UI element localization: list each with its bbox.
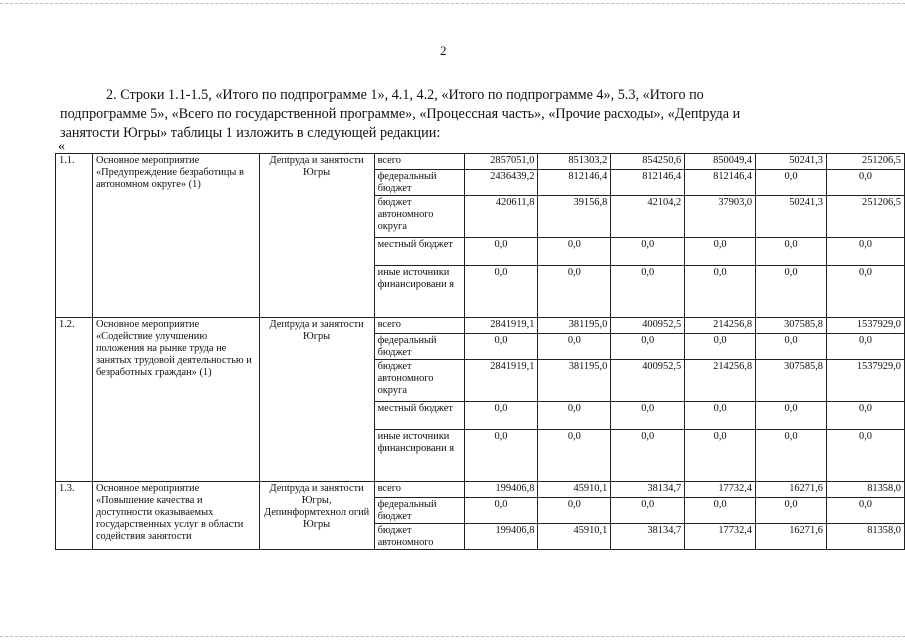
amount-cell: 0,0 [611, 430, 685, 482]
amount-cell: 0,0 [611, 334, 685, 360]
amount-cell: 2841919,1 [464, 360, 538, 402]
amount-cell: 0,0 [685, 402, 756, 430]
row-number: 1.3. [56, 482, 93, 550]
amount-cell: 0,0 [756, 402, 827, 430]
table-row [56, 318, 905, 334]
table-row [56, 482, 905, 498]
amount-cell: 851303,2 [538, 154, 611, 170]
table-body [56, 154, 905, 550]
row-number: 1.1. [56, 154, 93, 318]
funding-source: всего [374, 154, 464, 170]
amount-cell: 214256,8 [685, 360, 756, 402]
amount-cell: 0,0 [827, 430, 905, 482]
amount-cell: 17732,4 [685, 482, 756, 498]
amount-cell: 0,0 [611, 498, 685, 524]
funding-source: местный бюджет [374, 238, 464, 266]
amount-cell: 0,0 [685, 498, 756, 524]
amount-cell: 199406,8 [464, 524, 538, 550]
amount-cell: 0,0 [827, 266, 905, 318]
amount-cell: 0,0 [756, 498, 827, 524]
amount-cell: 37903,0 [685, 196, 756, 238]
amount-cell: 0,0 [756, 238, 827, 266]
amount-cell: 0,0 [685, 266, 756, 318]
amount-cell: 0,0 [611, 266, 685, 318]
scan-top-edge [0, 3, 905, 5]
funding-source: бюджет автономного [374, 524, 464, 550]
amount-cell: 2841919,1 [464, 318, 538, 334]
amount-cell: 0,0 [538, 238, 611, 266]
measure-name: Основное мероприятие «Предупреждение безработицы в автономном округе» (1) [92, 154, 259, 318]
amount-cell: 42104,2 [611, 196, 685, 238]
intro-line-1: 2. Строки 1.1-1.5, «Итого по подпрограмме 1», 4.1, 4.2, «Итого по подпрограмме 4», 5.3, «Итого по [106, 87, 704, 103]
amount-cell: 0,0 [538, 498, 611, 524]
amount-cell: 0,0 [756, 334, 827, 360]
amount-cell: 0,0 [538, 334, 611, 360]
amount-cell: 251206,5 [827, 196, 905, 238]
measure-name: Основное мероприятие «Повышение качества и доступности оказываемых государственных услуг в области содействия занятости [92, 482, 259, 550]
intro-line-3: занятости Югры» таблицы 1 изложить в следующей редакции: [60, 125, 441, 141]
amount-cell: 0,0 [538, 266, 611, 318]
funding-source: федеральный бюджет [374, 170, 464, 196]
amount-cell: 0,0 [464, 430, 538, 482]
page-number: 2 [440, 43, 447, 58]
amount-cell: 39156,8 [538, 196, 611, 238]
amount-cell: 50241,3 [756, 196, 827, 238]
funding-source: федеральный бюджет [374, 334, 464, 360]
amount-cell: 2436439,2 [464, 170, 538, 196]
funding-source: всего [374, 482, 464, 498]
amount-cell: 381195,0 [538, 360, 611, 402]
amount-cell: 81358,0 [827, 524, 905, 550]
amount-cell: 0,0 [827, 402, 905, 430]
amount-cell: 81358,0 [827, 482, 905, 498]
funding-source: иные источники финансировани я [374, 266, 464, 318]
amount-cell: 38134,7 [611, 482, 685, 498]
funding-source: местный бюджет [374, 402, 464, 430]
executor: Депtруда и занятости Югры, Депинформтехнол огий Югры [259, 482, 374, 550]
amount-cell: 251206,5 [827, 154, 905, 170]
intro-line-2: подпрограмме 5», «Всего по государственной программе», «Процессная часть», «Прочие расходы», «Депtруда и [60, 106, 741, 122]
amount-cell: 0,0 [827, 334, 905, 360]
amount-cell: 381195,0 [538, 318, 611, 334]
financing-table [55, 153, 905, 550]
amount-cell: 16271,6 [756, 482, 827, 498]
amount-cell: 0,0 [464, 238, 538, 266]
amount-cell: 0,0 [538, 402, 611, 430]
amount-cell: 0,0 [464, 402, 538, 430]
amount-cell: 854250,6 [611, 154, 685, 170]
scan-bottom-edge [0, 636, 905, 638]
funding-source: иные источники финансировани я [374, 430, 464, 482]
opening-quote: « [58, 139, 65, 154]
amount-cell: 400952,5 [611, 318, 685, 334]
amount-cell: 400952,5 [611, 360, 685, 402]
amount-cell: 0,0 [827, 170, 905, 196]
amount-cell: 420611,8 [464, 196, 538, 238]
amount-cell: 307585,8 [756, 318, 827, 334]
amount-cell: 2857051,0 [464, 154, 538, 170]
funding-source: бюджет автономного округа [374, 360, 464, 402]
amount-cell: 214256,8 [685, 318, 756, 334]
measure-name: Основное мероприятие «Содействие улучшению положения на рынке труда не занятых трудовой деятельностью и безработных граждан» (1) [92, 318, 259, 482]
amount-cell: 50241,3 [756, 154, 827, 170]
amount-cell: 0,0 [756, 266, 827, 318]
amount-cell: 812146,4 [685, 170, 756, 196]
amount-cell: 0,0 [611, 238, 685, 266]
amount-cell: 0,0 [756, 170, 827, 196]
executor: Депtруда и занятости Югры [259, 154, 374, 318]
amount-cell: 307585,8 [756, 360, 827, 402]
amount-cell: 0,0 [538, 430, 611, 482]
amount-cell: 45910,1 [538, 524, 611, 550]
amount-cell: 0,0 [685, 334, 756, 360]
amount-cell: 17732,4 [685, 524, 756, 550]
amount-cell: 0,0 [827, 238, 905, 266]
amount-cell: 0,0 [611, 402, 685, 430]
executor: Депtруда и занятости Югры [259, 318, 374, 482]
intro-paragraph [60, 86, 832, 143]
funding-source: федеральный бюджет [374, 498, 464, 524]
amount-cell: 38134,7 [611, 524, 685, 550]
amount-cell: 0,0 [464, 334, 538, 360]
row-number: 1.2. [56, 318, 93, 482]
amount-cell: 812146,4 [538, 170, 611, 196]
amount-cell: 16271,6 [756, 524, 827, 550]
amount-cell: 0,0 [827, 498, 905, 524]
amount-cell: 1537929,0 [827, 318, 905, 334]
amount-cell: 850049,4 [685, 154, 756, 170]
amount-cell: 812146,4 [611, 170, 685, 196]
amount-cell: 0,0 [756, 430, 827, 482]
amount-cell: 0,0 [685, 238, 756, 266]
amount-cell: 0,0 [685, 430, 756, 482]
amount-cell: 199406,8 [464, 482, 538, 498]
amount-cell: 45910,1 [538, 482, 611, 498]
funding-source: всего [374, 318, 464, 334]
amount-cell: 1537929,0 [827, 360, 905, 402]
table-row [56, 154, 905, 170]
amount-cell: 0,0 [464, 498, 538, 524]
amount-cell: 0,0 [464, 266, 538, 318]
funding-source: бюджет автономного округа [374, 196, 464, 238]
